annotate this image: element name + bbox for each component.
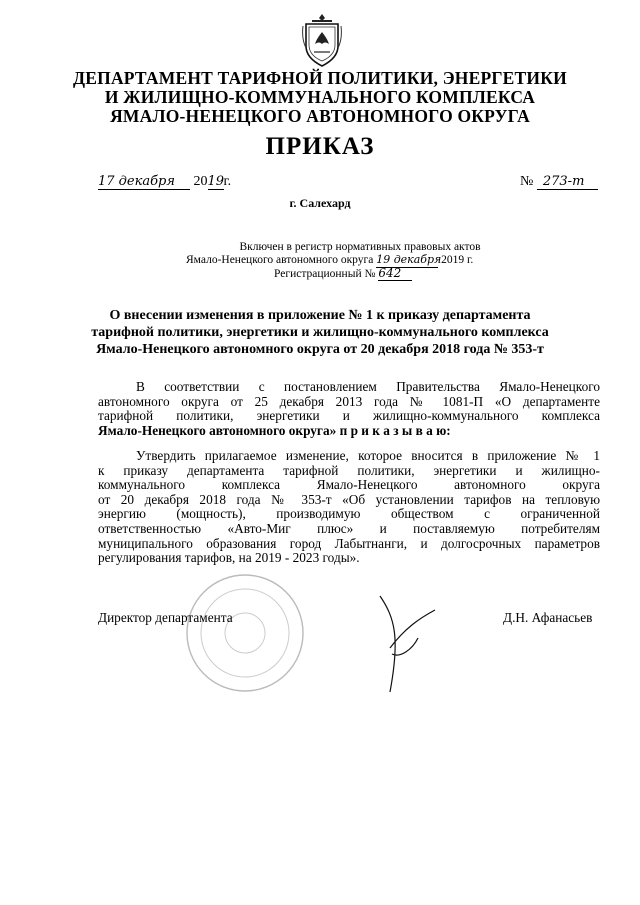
order-title-line-2: тарифной политики, энергетики и жилищно-коммунального комплекса (91, 325, 549, 340)
order-title (0, 307, 640, 358)
registration-date-handwritten: 19 декабря (376, 253, 442, 266)
order-title-line-1: О внесении изменения в приложение № 1 к приказу департамента (109, 308, 531, 323)
preamble-line: тарифной политики, энергетики и жилищно-коммунального комплекса (98, 408, 600, 424)
preamble-line: автономного округа от 25 декабря 2013 года № 1081-П «О департаменте (98, 393, 600, 409)
city: г. Салехард (289, 196, 351, 210)
coat-of-arms-emblem (302, 12, 342, 68)
order-title-line-3: Ямало-Ненецкого автономного округа от 20 декабря 2018 года № 353-т (96, 342, 544, 357)
registration-year: 2019 г. (441, 254, 474, 266)
preamble-line: Ямало-Ненецкого автономного округа» п р и к а з ы в а ю: (98, 422, 451, 438)
operative-line: регулирования тарифов, на 2019 - 2023 годы». (98, 550, 360, 566)
department-name-line-1: ДЕПАРТАМЕНТ ТАРИФНОЙ ПОЛИТИКИ, ЭНЕРГЕТИКИ (73, 68, 567, 88)
operative-line: коммунального комплекса Ямало-Ненецкого автономного округа (98, 477, 600, 493)
signatory-position: Директор департамента (98, 610, 233, 625)
registration-region: Ямало-Ненецкого автономного округа (186, 254, 374, 266)
number-handwritten: 273-т (537, 174, 598, 190)
department-name-line-2: И ЖИЛИЩНО-КОММУНАЛЬНОГО КОМПЛЕКСА (104, 87, 536, 107)
operative-line: ответственностью «Авто-Миг плюс» и поставляемую потребителям (98, 520, 600, 536)
operative-paragraph (98, 449, 600, 566)
document-date (98, 174, 231, 190)
operative-line: Утвердить прилагаемое изменение, которое вносится в приложение № 1 (136, 448, 600, 463)
registration-number-handwritten: 642 (378, 266, 412, 281)
official-seal (180, 568, 310, 698)
department-name-line-3: ЯМАЛО-НЕНЕЦКОГО АВТОНОМНОГО ОКРУГА (110, 106, 530, 126)
handwritten-signature (360, 588, 450, 698)
date-year-handwritten: 19 (207, 174, 225, 189)
date-year-prefix: 20 (193, 174, 208, 189)
operative-line: от 20 декабря 2018 года № 353-т «Об установлении тарифов на тепловую (98, 491, 600, 507)
number-label: № (520, 174, 534, 189)
operative-line: энергию (мощность), производимую обществом с ограниченной (98, 506, 600, 522)
preamble-paragraph (98, 380, 600, 438)
registration-number-label: Регистрационный № (274, 268, 376, 280)
registration-line-1: Включен в регистр нормативных правовых актов (239, 241, 481, 253)
document-type-heading: ПРИКАЗ (265, 133, 375, 160)
registration-line-3 (274, 266, 412, 281)
signatory-name: Д.Н. Афанасьев (503, 610, 593, 625)
preamble-line: В соответствии с постановлением Правительства Ямало-Ненецкого (136, 379, 600, 394)
operative-line: муниципального образования город Лабытнанги, и долгосрочных параметров (98, 535, 600, 551)
date-day-month-handwritten: 17 декабря (98, 174, 190, 190)
operative-line: к приказу департамента тарифной политики, энергетики и жилищно- (98, 462, 600, 478)
document-number (520, 174, 598, 190)
date-year-unit: г. (223, 174, 232, 189)
